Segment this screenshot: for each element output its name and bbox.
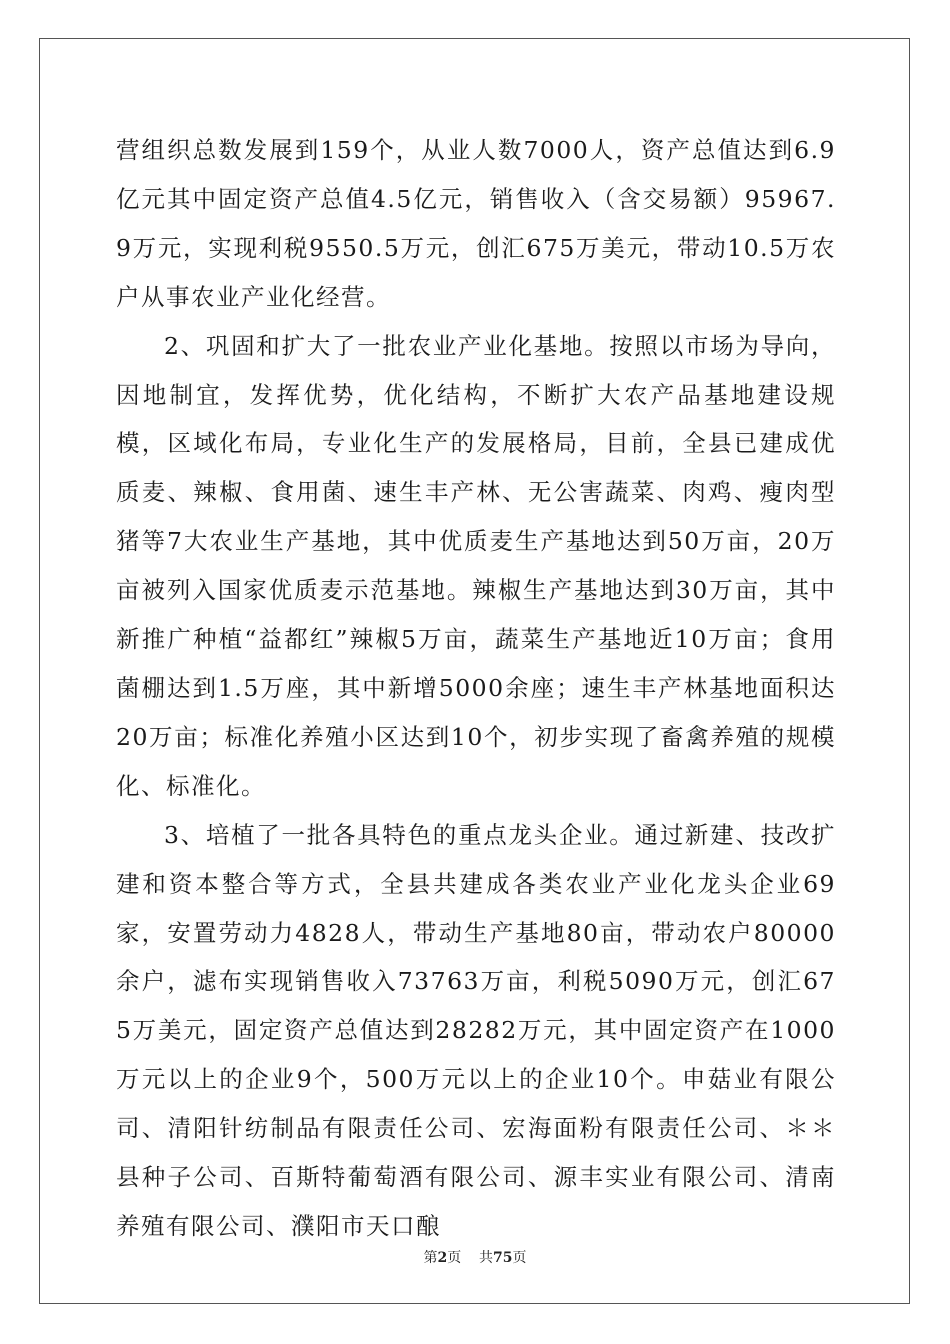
page-prefix: 第 — [423, 1250, 438, 1266]
document-body — [116, 126, 836, 1251]
paragraph-leading-enterprises: 3、培植了一批各具特色的重点龙头企业。通过新建、技改扩建和资本整合等方式，全县共建成各类农业产业化龙头企业69家，安置劳动力4828人，带动生产基地80亩，带动农户80000余户，滤布实现销售收入73763万亩，利税5090万元，创汇675万美元，固定资产总值达到28282万元，其中固定资产在1000万元以上的企业9个，500万元以上的企业10个。申菇业有限公司、清阳针纺制品有限责任公司、宏海面粉有限责任公司、＊＊县种子公司、百斯特葡萄酒有限公司、源丰实业有限公司、清南养殖有限公司、濮阳市天口酿 — [116, 820, 836, 1240]
page-number: 2 — [437, 1250, 448, 1266]
page-footer — [0, 1247, 950, 1267]
page-suffix: 页 — [447, 1250, 462, 1266]
total-pages: 75 — [493, 1250, 513, 1266]
paragraph-agricultural-bases: 2、巩固和扩大了一批农业产业化基地。按照以市场为导向，因地制宜，发挥优势，优化结构，不断扩大农产品基地建设规模，区域化布局，专业化生产的发展格局，目前，全县已建成优质麦、辣椒、食用菌、速生丰产林、无公害蔬菜、肉鸡、瘦肉型猪等7大农业生产基地，其中优质麦生产基地达到50万亩，20万亩被列入国家优质麦示范基地。辣椒生产基地达到30万亩，其中新推广种植“益都红”辣椒5万亩，蔬菜生产基地近10万亩；食用菌棚达到1.5万座，其中新增5000余座；速生丰产林基地面积达20万亩；标准化养殖小区达到10个，初步实现了畜禽养殖的规模化、标准化。 — [116, 331, 836, 800]
total-prefix: 共 — [479, 1250, 494, 1266]
paragraph-continuation: 营组织总数发展到159个，从业人数7000人，资产总值达到6.9亿元其中固定资产总值4.5亿元，销售收入（含交易额）95967.9万元，实现利税9550.5万元，创汇675万美元，带动10.5万农户从事农业产业化经营。 — [116, 136, 836, 311]
total-suffix: 页 — [512, 1250, 527, 1266]
